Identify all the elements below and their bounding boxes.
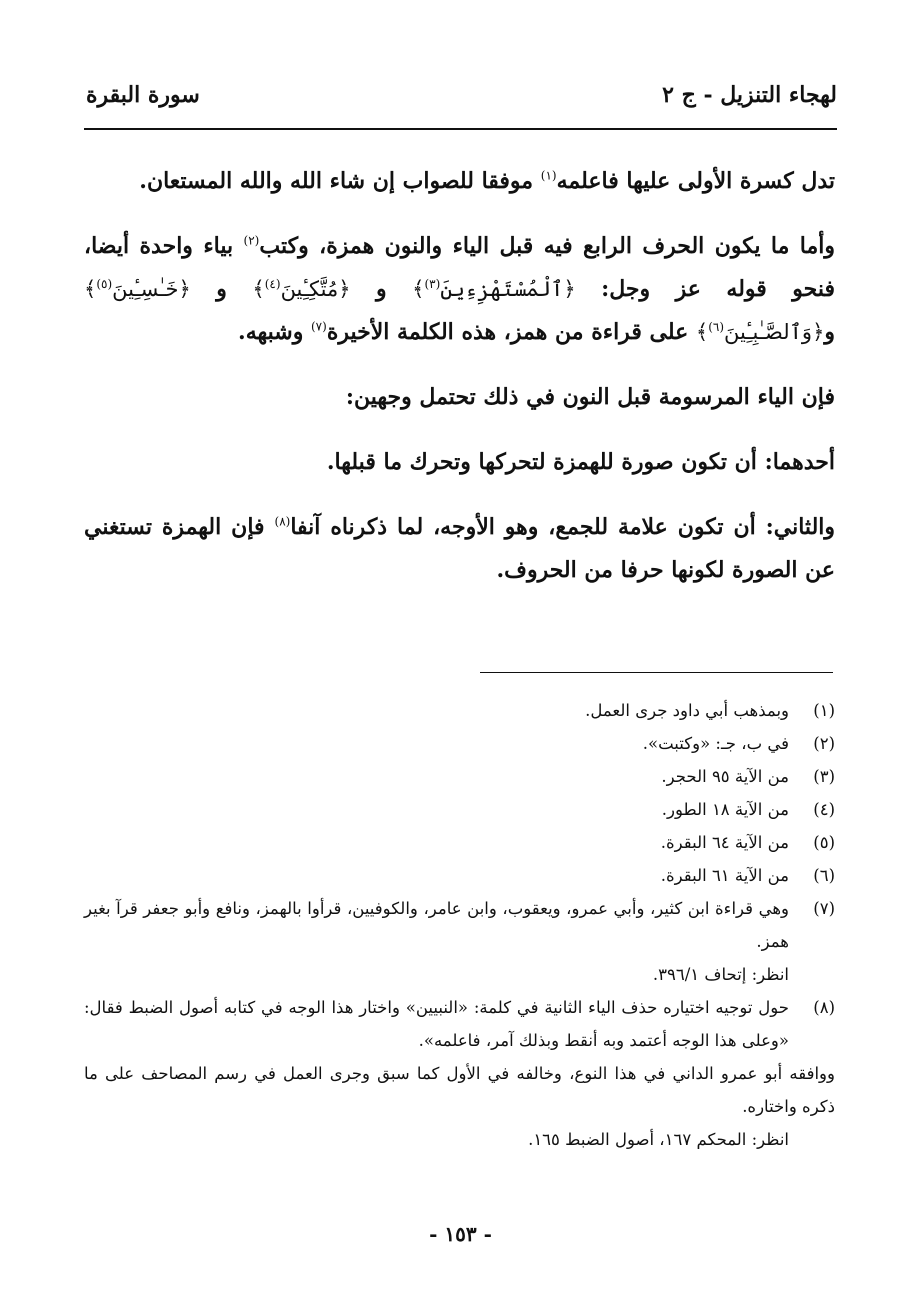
footnote-text: من الآية ٦١ البقرة. xyxy=(660,866,789,885)
paragraph-5 xyxy=(84,506,835,592)
quran-word-4 xyxy=(696,320,824,344)
footnote-text: من الآية ٦٤ البقرة. xyxy=(660,833,789,852)
footnote-text: وهي قراءة ابن كثير، وأبي عمرو، ويعقوب، وابن عامر، والكوفيين، قرأوا بالهمز، ونافع وأبو جعفر قرآ بغير همز. xyxy=(84,899,789,951)
paragraph-1 xyxy=(84,160,835,203)
quran-word-3 xyxy=(84,277,191,301)
footnote-ref: (٢) xyxy=(243,233,260,248)
footnote-ref: (٤) xyxy=(264,277,281,291)
quran-word-2 xyxy=(252,277,350,301)
paragraph-3: فإن الياء المرسومة قبل النون في ذلك تحتمل وجهين: xyxy=(345,384,835,410)
footnotes xyxy=(84,694,835,1156)
footnote xyxy=(84,859,835,892)
paragraph-4: أحدهما: أن تكون صورة للهمزة لتحركها وتحرك ما قبلها. xyxy=(326,449,835,475)
quran-bracket-close: ﴾ xyxy=(412,277,425,301)
footnote xyxy=(84,727,835,760)
footnote-ref: (٥) xyxy=(96,277,113,291)
footnote-ref: (٣) xyxy=(424,277,441,291)
footnote-reference: انظر: المحكم ١٦٧، أصول الضبط ١٦٥. xyxy=(528,1130,789,1149)
footnote-text: من الآية ١٨ الطور. xyxy=(661,800,789,819)
quran-bracket-close: ﴾ xyxy=(84,277,97,301)
quran-word-1 xyxy=(412,277,576,301)
paragraph-2 xyxy=(84,225,835,354)
conjunction: و xyxy=(824,319,835,345)
footnote-number: (٨) xyxy=(813,998,835,1017)
footnote-ref: (٨) xyxy=(274,514,291,529)
footnote xyxy=(84,826,835,859)
footnote-reference: انظر: إتحاف ٣٩٦/١. xyxy=(652,965,789,984)
footnote-text: من الآية ٩٥ الحجر. xyxy=(661,767,789,786)
paragraph-2-text-c: على قراءة من همز، هذه الكلمة الأخيرة xyxy=(326,319,696,345)
book-title: لهجاء التنزيل - ج ٢ xyxy=(662,82,837,108)
quran-word-3-text: ﴿خَـٰسِـِٔينَ xyxy=(112,277,191,301)
page-number: - ١٥٣ - xyxy=(429,1222,492,1246)
footnote xyxy=(84,760,835,793)
footnote-ref: (١) xyxy=(540,168,557,183)
footnote-number: (٦) xyxy=(813,866,835,885)
footnote-number: (٧) xyxy=(813,899,835,918)
quran-bracket-close: ﴾ xyxy=(695,320,709,344)
conjunction: و xyxy=(190,276,253,302)
header-divider xyxy=(84,128,837,130)
footnote-text: حول توجيه اختياره حذف الياء الثانية في كلمة: «النبيين» واختار هذا الوجه في كتابه أصول الضبط فقال: «وعلى هذا الوجه أعتمد وبه أنقط وبذلك آمر، فاعلمه». xyxy=(84,998,789,1050)
paragraph-2-text-b: بياء واحدة أيضا، فنحو قوله عز وجل: xyxy=(84,233,836,302)
footnote-number: (٣) xyxy=(813,767,835,786)
footnote-continuation-ref-row xyxy=(84,1123,835,1156)
paragraph-1-text-b: موفقا للصواب إن شاء الله والله المستعان. xyxy=(139,168,541,194)
quran-word-1-text: ﴿ٱلْمُسْتَهْزِءِينَ xyxy=(440,277,576,301)
paragraph-2-text-a: وأما ما يكون الحرف الرابع فيه قبل الياء والنون همزة، وكتب xyxy=(259,233,835,259)
footnote-text: في ب، جـ: «وكتبت». xyxy=(642,734,789,753)
footnote-ref: (٦) xyxy=(708,320,725,334)
footnote xyxy=(84,892,835,991)
surah-title: سورة البقرة xyxy=(86,82,200,108)
footnote-ref: (٧) xyxy=(310,319,327,334)
footnote-text: وبمذهب أبي داود جرى العمل. xyxy=(585,701,789,720)
footnote-number: (٥) xyxy=(813,833,835,852)
footnote-number: (٢) xyxy=(813,734,835,753)
conjunction: و xyxy=(350,276,413,302)
footnote-continuation: ووافقه أبو عمرو الداني في هذا النوع، وخالفه في الأول كما سبق وجرى العمل في رسم المصاحف على ما ذكره واختاره. xyxy=(84,1064,835,1116)
running-header xyxy=(86,82,837,122)
paragraph-1-text-a: تدل كسرة الأولى عليها فاعلمه xyxy=(556,168,835,194)
paragraph-5-text-b: فإن الهمزة تستغني عن الصورة لكونها حرفا من الحروف. xyxy=(84,514,835,583)
footnote-number: (١) xyxy=(813,701,835,720)
quran-word-4-text: ﴿وَٱلصَّـٰبِـِٔينَ xyxy=(724,320,825,344)
paragraph-5-text-a: والثاني: أن تكون علامة للجمع، وهو الأوجه، لما ذكرناه آنفا xyxy=(290,514,836,540)
quran-word-2-text: ﴿مُتَّكِـِٔينَ xyxy=(280,277,351,301)
footnote-number: (٤) xyxy=(813,800,835,819)
footnote xyxy=(84,694,835,727)
footnote xyxy=(84,991,835,1057)
quran-bracket-close: ﴾ xyxy=(252,277,265,301)
paragraph-2-text-d: وشبهه. xyxy=(238,319,311,345)
footnote xyxy=(84,793,835,826)
footnote-divider xyxy=(480,672,833,673)
main-text xyxy=(84,160,835,592)
